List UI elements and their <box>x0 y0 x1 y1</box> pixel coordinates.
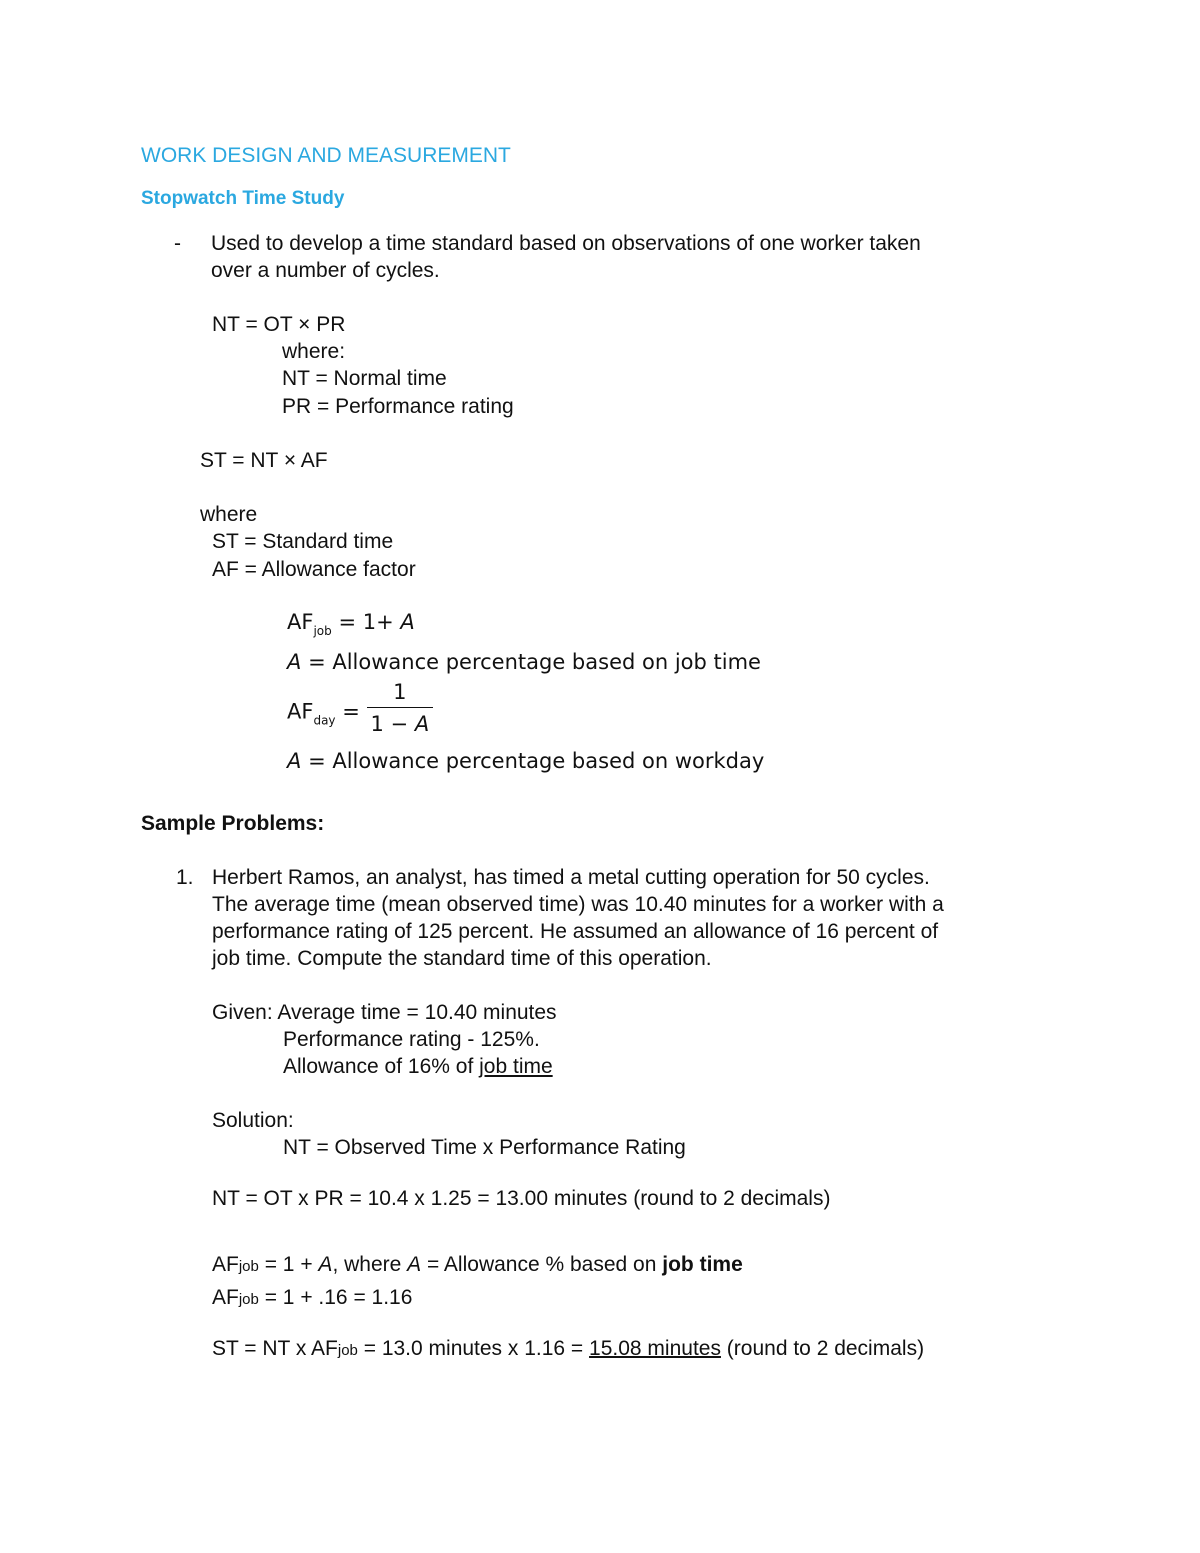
bullet-text-line1: Used to develop a time standard based on observations of one worker taken <box>211 232 921 255</box>
st-where: where <box>200 503 258 526</box>
var-a: A <box>287 749 302 773</box>
problem-number: 1. <box>176 866 194 889</box>
af-symbol: AF <box>287 699 314 724</box>
nt-calculation: NT = OT x PR = 10.4 x 1.25 = 13.00 minutes (round to 2 decimals) <box>212 1187 831 1210</box>
af-symbol: AF <box>287 610 314 634</box>
a-job-definition <box>287 650 761 675</box>
nt-formula: NT = OT × PR <box>212 313 346 336</box>
solution-label: Solution: <box>212 1109 294 1132</box>
problem-text-line2: The average time (mean observed time) was 10.40 minutes for a worker with a <box>212 893 944 916</box>
a-day-desc: = Allowance percentage based on workday <box>308 749 765 773</box>
nt-definition: NT = Normal time <box>282 367 447 390</box>
pr-definition: PR = Performance rating <box>282 395 514 418</box>
problem-text-line3: performance rating of 125 percent. He assumed an allowance of 16 percent of <box>212 920 939 943</box>
st-formula: ST = NT × AF <box>200 449 328 472</box>
problem-text-line4: job time. Compute the standard time of this operation. <box>212 947 712 970</box>
afjob-value: AFjob = 1 + .16 = 1.16 <box>212 1286 413 1309</box>
bullet-marker: - <box>174 232 181 255</box>
var-a: A <box>400 610 415 634</box>
document-title: WORK DESIGN AND MEASUREMENT <box>141 144 511 167</box>
equals-sign: = <box>342 699 360 724</box>
job-time-underlined: job time <box>479 1055 553 1078</box>
fraction-denominator: 1 − A <box>370 712 430 737</box>
st-definition: ST = Standard time <box>212 530 394 553</box>
a-job-desc: = Allowance percentage based on job time <box>308 650 761 674</box>
given-line1: Given: Average time = 10.40 minutes <box>212 1001 557 1024</box>
af-job-equation <box>287 610 415 638</box>
af-definition: AF = Allowance factor <box>212 558 416 581</box>
af-day-fraction <box>367 680 434 737</box>
af-job-rhs: = 1+ <box>338 610 394 634</box>
section-title: Stopwatch Time Study <box>141 188 345 209</box>
final-answer: 15.08 minutes <box>589 1337 721 1360</box>
af-day-equation <box>287 680 433 741</box>
given-line2: Performance rating - 125%. <box>283 1028 540 1051</box>
nt-where: where: <box>282 340 346 363</box>
var-a: A <box>287 650 302 674</box>
given-line3: Allowance of 16% of job time <box>283 1055 553 1078</box>
st-calculation: ST = NT x AFjob = 13.0 minutes x 1.16 = 15.08 minutes (round to 2 decimals) <box>212 1337 925 1360</box>
sample-problems-title: Sample Problems: <box>141 812 325 835</box>
a-day-definition <box>287 749 764 774</box>
solution-nt-formula: NT = Observed Time x Performance Rating <box>283 1136 686 1159</box>
job-subscript: job <box>313 624 332 638</box>
afjob-formula: AFjob = 1 + A, where A = Allowance % based on job time <box>212 1253 743 1276</box>
problem-text-line1: Herbert Ramos, an analyst, has timed a metal cutting operation for 50 cycles. <box>212 866 930 889</box>
day-subscript: day <box>313 713 336 728</box>
fraction-numerator: 1 <box>367 680 434 708</box>
bullet-text-line2: over a number of cycles. <box>211 259 440 282</box>
